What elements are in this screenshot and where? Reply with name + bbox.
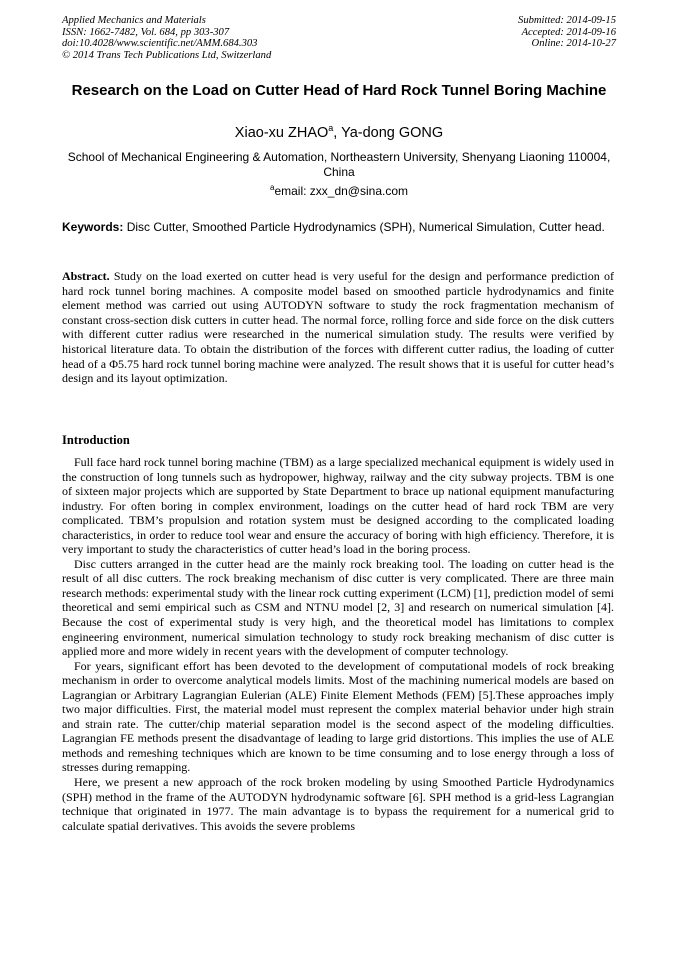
copyright-line: © 2014 Trans Tech Publications Ltd, Switzerland bbox=[62, 49, 272, 61]
submission-dates bbox=[518, 15, 616, 50]
doi-line: doi:10.4028/www.scientific.net/AMM.684.303 bbox=[62, 38, 258, 49]
keywords bbox=[62, 220, 614, 235]
section-heading-introduction: Introduction bbox=[62, 433, 130, 447]
paragraph: Full face hard rock tunnel boring machine (TBM) as a large specialized mechanical equipment is widely used in the construction of long tunnels such as hydropower, highway, railway and the city subway projects. TBM is one of sixteen major projects which are supported by State Department to brace up national equipment manufacturing industry. For often boring in complex environment, loadings on the cutter head of hard rock TBM are very complicated. TBM’s propulsion and rotation system must be designed according to the complicated loading characteristics, in order to reduce tool wear and ensure the accuracy of boring with high efficiency. Therefore, it is very important to study the characteristics of cutter head’s load in the boring process. bbox=[62, 455, 614, 557]
email-affil-mark: a bbox=[269, 183, 275, 192]
paragraph: Disc cutters arranged in the cutter head are the mainly rock breaking tool. The loading on cutter head is the result of all disc cutters. The rock breaking mechanism of disc cutter is very complicated. There are three main research methods: experimental study with the linear rock cutting experiment (LCM) [1], prediction model of semi theoretical and semi empirical such as CSM and NTNU model [2, 3] and research on numerical simulation [4]. Because the cost of experimental study is very high, and the theoretical model has limitations to complex engineering environment, numerical simulation technology to study rock breaking mechanism of disc cutter is applied more and more widely in recent years with the development of computer technology. bbox=[62, 556, 614, 659]
abstract bbox=[62, 269, 614, 386]
author-1-affil-mark: a bbox=[328, 123, 334, 134]
affiliation: School of Mechanical Engineering & Automation, Northeastern University, Shenyang Liaoning 110004, China bbox=[67, 150, 611, 179]
email-text: email: zxx_dn@sina.com bbox=[274, 184, 409, 198]
online-date: Online: 2014-10-27 bbox=[531, 38, 616, 49]
paragraph: Here, we present a new approach of the rock broken modeling by using Smoothed Particle Hydrodynamics (SPH) method in the frame of the AUTODYN hydrodynamic software [6]. SPH method is a grid-less Lagrangian technique that originated in 1977. The main advantage is to bypass the requirement for a numerical grid to calculate spatial derivatives. This avoids the severe problems bbox=[62, 775, 614, 833]
paper-title: Research on the Load on Cutter Head of Hard Rock Tunnel Boring Machine bbox=[71, 82, 607, 99]
authors bbox=[62, 124, 616, 142]
author-1: Xiao-xu ZHAO bbox=[234, 125, 329, 141]
journal-info bbox=[62, 15, 271, 61]
introduction-body bbox=[62, 455, 614, 833]
issn-line: ISSN: 1662-7482, Vol. 684, pp 303-307 bbox=[62, 26, 230, 38]
journal-name: Applied Mechanics and Materials bbox=[62, 15, 206, 26]
submitted-date: Submitted: 2014-09-15 bbox=[518, 15, 616, 26]
paragraph: For years, significant effort has been devoted to the development of computational models of rock breaking mechanism in order to overcome analytical models limits. Most of the machining numerical models are based on Lagrangian or Arbitrary Lagrangian Eulerian (ALE) Finite Element Methods (FEM) [5].These approaches imply two major difficulties. First, the material model must represent the complex material behavior under high strain and strain rate. The cutter/chip material separation model is the second aspect of the modeling difficulties. Lagrangian FE methods present the disadvantage of leading to large grid distortions. This implies the use of ALE methods and remeshing techniques which are known to be time consuming and to lose energy through a loss of stresses during remapping. bbox=[62, 658, 614, 775]
keywords-text: Disc Cutter, Smoothed Particle Hydrodynamics (SPH), Numerical Simulation, Cutter head. bbox=[123, 220, 605, 234]
abstract-text: Study on the load exerted on cutter head is very useful for the design and performance prediction of hard rock tunnel boring machines. A composite model based on smoothed particle hydrodynamics and finite element method was carried out using AUTODYN software to study the rock fragmentation mechanism of constant cross-section disk cutters in cutter head. The normal force, rolling force and side force on the disk cutters with different cutter radius were researched in the numerical simulation study. The results were verified by historical literature data. To obtain the distribution of the forces with different cutter radius, the loading of cutter head of a Φ5.75 hard rock tunnel boring machine were analyzed. The result shows that it is useful for cutter head’s design and its layout optimization. bbox=[62, 269, 614, 386]
author-2: Ya-dong GONG bbox=[341, 125, 444, 141]
keywords-label: Keywords: bbox=[62, 220, 124, 234]
author-separator: , bbox=[333, 125, 342, 141]
abstract-label: Abstract. bbox=[62, 269, 110, 283]
accepted-date: Accepted: 2014-09-16 bbox=[521, 26, 616, 38]
contact-email bbox=[62, 184, 616, 199]
